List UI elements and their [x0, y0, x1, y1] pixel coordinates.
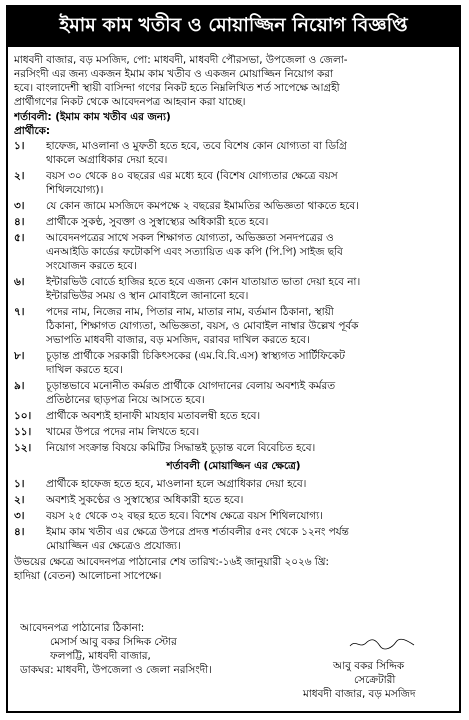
notice-document [6, 5, 461, 713]
address-line: মেসার্স আবু বকর সিদ্দিক স্টোর [50, 636, 177, 648]
signatory-organization: মাধবদী বাজার, বড় মসজিদ [303, 688, 416, 700]
signatory-role: সেক্রেটারী [354, 674, 396, 686]
intro-line: নরসিংদী এর জন্য একজন ইমাম কাম খতীব ও একজন মোয়াজ্জিন নিয়োগ করা [14, 68, 334, 80]
address-line: ডাকঘর: মাধবদী, উপজেলা ও জেলা নরসিংদী। [20, 664, 212, 676]
condition-text: দাখিল করতে হবে। [46, 364, 123, 376]
condition-number: ১। [14, 140, 25, 152]
condition-text: ইন্টারভিউর সময় ও স্থান মোবাইলে জানানো হবে। [46, 290, 249, 302]
condition-text: প্রতিষ্ঠানের ছাড়পত্র নিয়ে আসতে হবে। [46, 394, 205, 406]
condition-text: চূড়ান্ত প্রার্থীকে সরকারী চিকিৎসকের (এম.বি.বি.এস) স্বাস্থ্যগত সার্টিফিকেট [46, 350, 345, 362]
condition-number: ৩। [14, 510, 25, 522]
condition-text: থাকলে অগ্রাধিকার দেয়া হবে। [46, 154, 168, 166]
condition-text: ইমাম কাম খতীব এর ক্ষেত্রে উপরে প্রদত্ত শর্তাবলীর ৫নং থেকে ১২নং পর্যন্ত [46, 526, 349, 538]
condition-number: ৭। [14, 306, 25, 318]
condition-text: সংযোজন করতে হবে। [46, 260, 137, 272]
imam-conditions-heading: শর্তাবলী: (ইমাম কাম খতীব এর জন্য) [14, 111, 171, 123]
condition-text: নিয়োগ সংক্রান্ত বিষয়ে কমিটির সিদ্ধান্তই চূড়ান্ত বলে বিবেচিত হবে। [46, 442, 316, 454]
condition-text: চূড়ান্তভাবে মনোনীত কর্মরত প্রার্থীকে যোগদানের বেলায় অবশ্যই কর্মরত [46, 380, 335, 392]
intro-line: হবে। বাংলাদেশী স্থায়ী বাসিন্দা গণের নিকট হতে নিম্নলিখিত শর্ত সাপেক্ষে আগ্রহী [14, 82, 340, 94]
condition-number: ৫। [14, 232, 25, 244]
condition-number: ৪। [14, 216, 25, 228]
condition-number: ১। [14, 478, 25, 490]
signatory-name: আবু বকর সিদ্দিক [333, 660, 405, 672]
muazzin-conditions-heading: শর্তাবলী (মোয়াজ্জিন এর ক্ষেত্রে) [166, 460, 301, 472]
condition-text: সভাপতি মাধবদী বাজার, বড় মসজিদ, বরাবর দাখিল করতে হবে। [46, 334, 310, 346]
condition-text: এনআইডি কার্ডের ফটোকপি এবং সত্যায়িত এক কপি (পি.পি) সাইজ ছবি [46, 246, 343, 258]
address-heading: আবেদনপত্র পাঠানোর ঠিকানা: [20, 622, 145, 634]
condition-text: ইন্টারভিউ বোর্ডে হাজির হতে হবে এজন্য কোন যাতায়াত ভাতা দেয়া হবে না। [46, 276, 361, 288]
condition-text: বয়স ৩০ থেকে ৪০ বছরের এর মধ্যে হবে (বিশেষ যোগ্যতার ক্ষেত্রে বয়স [46, 170, 338, 182]
intro-line: মাধবদী বাজার, বড় মসজিদ, পো: মাধবদী, মাধবদী পৌরসভা, উপজেলা ও জেলা- [14, 54, 348, 66]
condition-number: ২। [14, 170, 25, 182]
address-line: ফলপট্টি, মাধবদী বাজার, [50, 650, 151, 662]
condition-text: আবেদনপত্রের সাথে সকল শিক্ষাগত যোগ্যতা, অভিজ্ঞতা সনদপত্রের ও [46, 232, 334, 244]
condition-text: প্রার্থীকে সুকণ্ঠ, সুবক্তা ও সুস্বাস্থ্যের অধিকারী হতে হবে। [46, 216, 269, 228]
condition-text: ঠিকানা, শিক্ষাগত যোগ্যতা, অভিজ্ঞতা, বয়স, ও মোবাইল নাম্বার উল্লেখ পূর্বক [46, 320, 359, 332]
condition-text: হাফেজ, মাওলানা ও মুফতী হতে হবে, তবে বিশেষ কোন যোগ্যতা বা ডিগ্রি [46, 140, 347, 152]
application-deadline: উভয়ের ক্ষেত্রে আবেদনপত্র পাঠানোর শেষ তারিখ:-১৬ই জানুয়ারী ২০২৬ খ্রি: [14, 556, 330, 568]
signature-scribble [348, 637, 418, 651]
intro-line: প্রার্থীগণের নিকট থেকে আবেদনপত্র আহবান করা যাচ্ছে। [14, 96, 246, 108]
eligibility-heading: প্রার্থীকে: [14, 125, 51, 137]
condition-text: অবশ্যই সুকণ্ঠের ও সুস্বাস্থ্যের অধিকারী হতে হবে। [46, 494, 244, 506]
condition-number: ৬। [14, 276, 25, 288]
condition-number: ২। [14, 494, 25, 506]
condition-text: শিথিলযোগ্য)। [46, 184, 104, 196]
condition-number: ১১। [14, 426, 32, 438]
condition-text: বয়স ২৫ থেকে ৩২ বছর হতে হবে। বিশেষ ক্ষেত্রে বয়স শিথিলযোগ্য। [46, 510, 323, 522]
condition-number: ৪। [14, 526, 25, 538]
notice-title: ইমাম কাম খতীব ও মোয়াজ্জিন নিয়োগ বিজ্ঞপ্তি [8, 7, 459, 47]
condition-number: ৩। [14, 200, 25, 212]
condition-text: মোয়াজ্জিন এর ক্ষেত্রেও প্রযোজ্য। [46, 540, 181, 552]
condition-text: পদের নাম, নিজের নাম, পিতার নাম, মাতার নাম, বর্তমান ঠিকানা, স্থায়ী [46, 306, 334, 318]
condition-number: ৮। [14, 350, 25, 362]
condition-text: খামের উপরে পদের নাম লিখতে হবে। [46, 426, 200, 438]
condition-text: প্রার্থীকে হাফেজ হতে হবে, মাওলানা হলে অগ্রাধিকার দেয়া হবে। [46, 478, 307, 490]
condition-number: ১২। [14, 442, 32, 454]
salary-note: হাদিয়া (বেতন) আলোচনা সাপেক্ষে। [14, 570, 162, 582]
condition-text: প্রার্থীকে অবশ্যই হানাফী মাযহাব মতাবলম্বী হতে হবে। [46, 410, 261, 422]
condition-number: ৯। [14, 380, 25, 392]
condition-text: যে কোন জামে মসজিদে কমপক্ষে ২ বছরের ইমামতির অভিজ্ঞতা থাকতে হবে। [46, 200, 359, 212]
condition-number: ১০। [14, 410, 32, 422]
